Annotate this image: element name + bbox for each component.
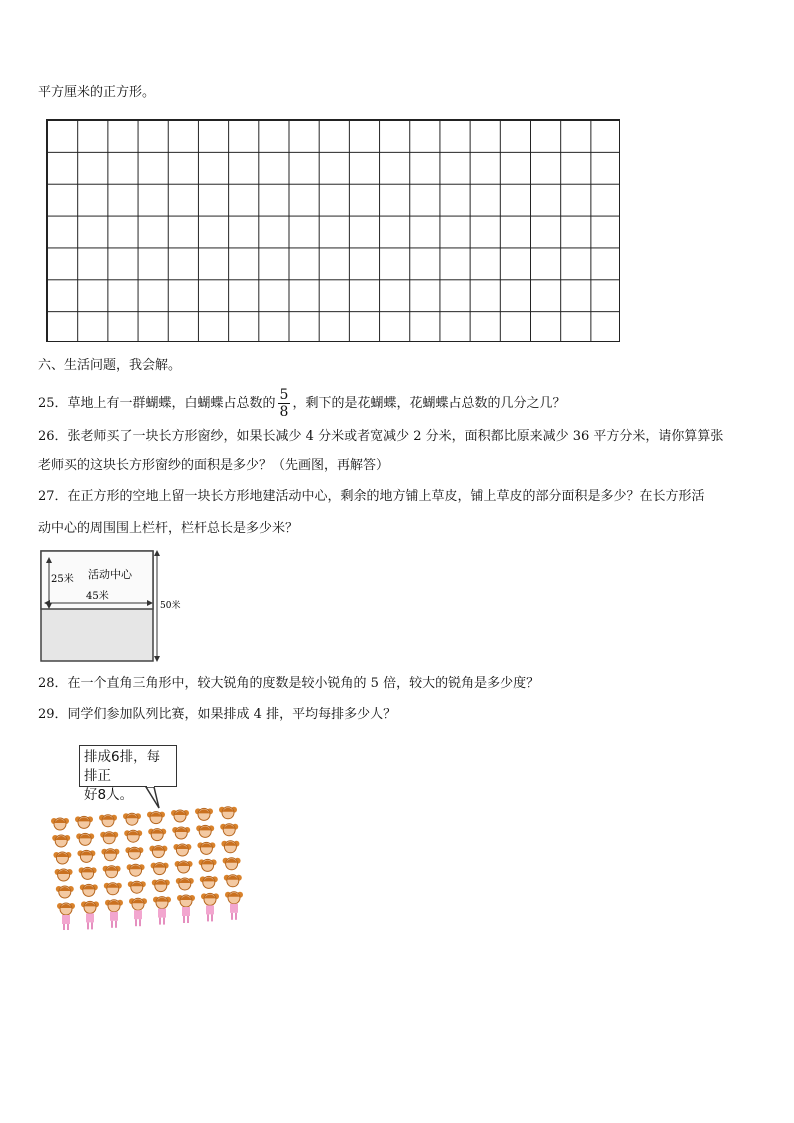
- queue-illustration: [46, 744, 256, 930]
- square-grid: [46, 119, 620, 342]
- children-formation: [46, 744, 256, 930]
- child-figure: [123, 813, 141, 825]
- child-figure: [148, 829, 166, 841]
- child-figure: [77, 850, 95, 862]
- child-figure: [220, 824, 238, 836]
- child-figure: [103, 866, 121, 878]
- child-figure: [224, 875, 242, 887]
- child-figure: [153, 897, 171, 925]
- question-26-line-2: 老师买的这块长方形窗纱的面积是多少？（先画图，再解答）: [38, 458, 390, 473]
- label-25m: 25米: [51, 574, 74, 585]
- question-25: [38, 386, 565, 422]
- question-27-line-1: 27．在正方形的空地上留一块长方形地建活动中心，剩余的地方铺上草皮，铺上草皮的部分面积是多少？在长方形活: [38, 489, 705, 504]
- child-figure: [56, 886, 74, 898]
- child-figure: [52, 835, 70, 847]
- child-figure: [129, 898, 147, 926]
- child-figure: [79, 867, 97, 879]
- child-figure: [223, 858, 241, 870]
- bubble-line-2: 好8人。: [84, 787, 134, 803]
- fraction-denominator: 8: [279, 404, 289, 420]
- child-figure: [80, 884, 98, 896]
- child-figure: [81, 901, 99, 929]
- child-figure: [172, 827, 190, 839]
- arrowhead: [154, 656, 160, 662]
- child-figure: [177, 895, 195, 923]
- child-figure: [175, 861, 193, 873]
- child-figure: [51, 818, 69, 830]
- q25-prefix: 25．草地上有一群蝴蝶，白蝴蝶占总数的: [38, 396, 276, 411]
- child-figure: [75, 816, 93, 828]
- activity-center-figure: [38, 548, 196, 664]
- child-figure: [100, 832, 118, 844]
- child-figure: [105, 900, 123, 928]
- child-figure: [104, 883, 122, 895]
- label-45m: 45米: [86, 591, 109, 602]
- bubble-line-1: 排成6排，每排正: [84, 749, 161, 784]
- fraction: [278, 387, 291, 420]
- child-figure: [197, 842, 215, 854]
- child-figure: [128, 881, 146, 893]
- q25-suffix: ，剩下的是花蝴蝶，花蝴蝶占总数的几分之几？: [292, 396, 566, 411]
- question-26-line-1: 26．张老师买了一块长方形窗纱，如果长减少 4 分米或者宽减少 2 分米，面积都比原来减少 36 平方分米，请你算算张: [38, 429, 724, 444]
- child-figure: [149, 846, 167, 858]
- child-figure: [176, 878, 194, 890]
- child-figure: [221, 841, 239, 853]
- child-figure: [219, 807, 237, 819]
- arrowhead: [154, 550, 160, 556]
- child-figure: [225, 892, 243, 920]
- child-figure: [53, 852, 71, 864]
- child-figure: [196, 825, 214, 837]
- child-figure: [173, 844, 191, 856]
- child-figure: [147, 812, 165, 824]
- intro-line: 平方厘米的正方形。: [38, 85, 156, 100]
- bubble-tail: [146, 787, 159, 808]
- fraction-numerator: 5: [279, 387, 289, 403]
- child-figure: [151, 863, 169, 875]
- label-50m: 50米: [160, 601, 181, 611]
- child-figure: [201, 893, 219, 921]
- child-figure: [124, 830, 142, 842]
- question-29: 29．同学们参加队列比赛，如果排成 4 排，平均每排多少人？: [38, 707, 397, 722]
- children-group: [51, 807, 243, 930]
- child-figure: [76, 833, 94, 845]
- section-6-title: 六、生活问题，我会解。: [38, 358, 182, 373]
- child-figure: [152, 880, 170, 892]
- child-figure: [57, 903, 75, 930]
- child-figure: [55, 869, 73, 881]
- child-figure: [101, 849, 119, 861]
- child-figure: [127, 864, 145, 876]
- child-figure: [125, 847, 143, 859]
- label-activity-center: 活动中心: [88, 568, 132, 581]
- child-figure: [99, 815, 117, 827]
- child-figure: [200, 876, 218, 888]
- child-figure: [171, 810, 189, 822]
- question-28: 28．在一个直角三角形中，较大锐角的度数是较小锐角的 5 倍，较大的锐角是多少度？: [38, 676, 540, 691]
- child-figure: [195, 808, 213, 820]
- question-27-line-2: 动中心的周围围上栏杆，栏杆总长是多少米？: [38, 521, 299, 536]
- child-figure: [199, 859, 217, 871]
